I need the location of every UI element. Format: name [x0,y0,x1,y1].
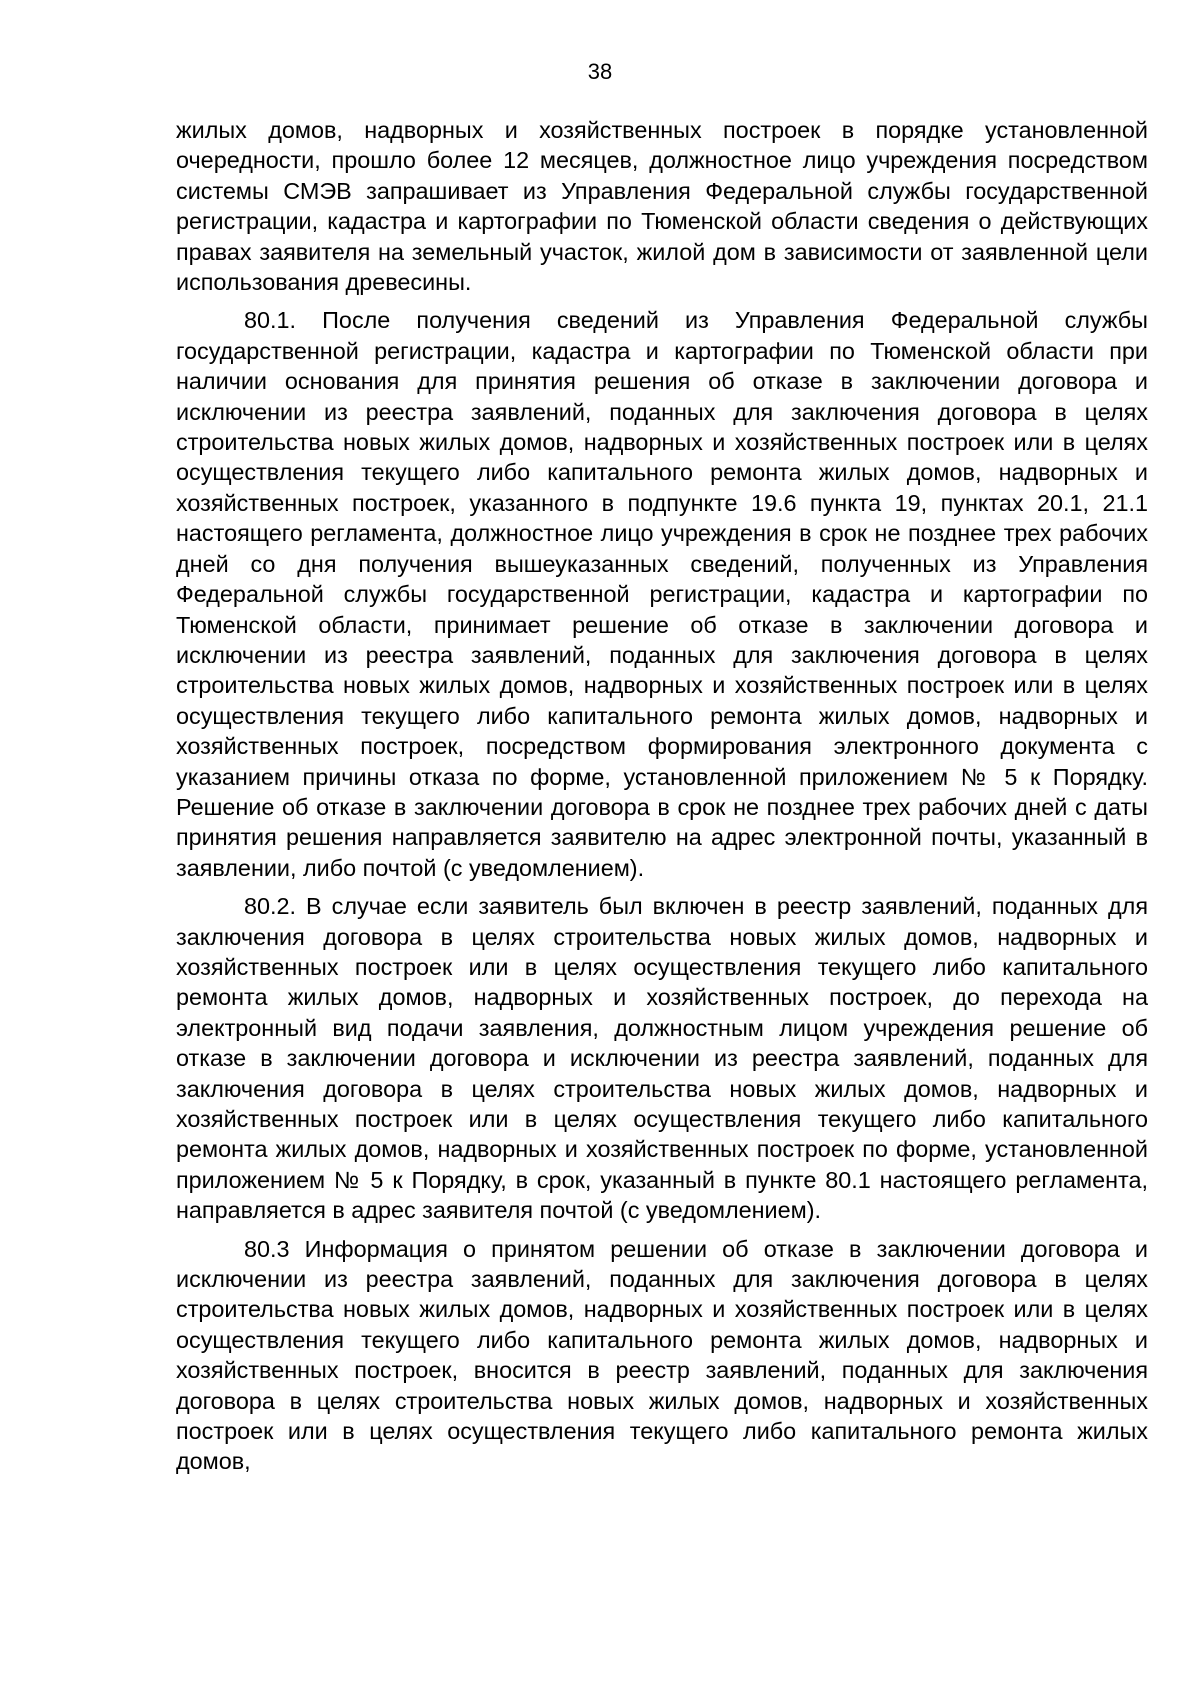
paragraph-continuation: жилых домов, надворных и хозяйственных построек в порядке установленной очередности, прошло более 12 месяцев, должностное лицо учреждения посредством системы СМЭВ запрашивает из Управления Федеральной службы государственной регистрации, кадастра и картографии по Тюменской области сведения о действующих правах заявителя на земельный участок, жилой дом в зависимости от заявленной цели использования древесины. [176,117,1148,296]
page-number: 38 [587,59,613,84]
paragraph-80-1: 80.1. После получения сведений из Управления Федеральной службы государственной регистрации, кадастра и картографии по Тюменской области при наличии основания для принятия решения об отказе в заключении договора и исключении из реестра заявлений, поданных для заключения договора в целях строительства новых жилых домов, надворных и хозяйственных построек или в целях осуществления текущего либо капитального ремонта жилых домов, надворных и хозяйственных построек, указанного в подпункте 19.6 пункта 19, пунктах 20.1, 21.1 настоящего регламента, должностное лицо учреждения в срок не позднее трех рабочих дней со дня получения вышеуказанных сведений, полученных из Управления Федеральной службы государственной регистрации, кадастра и картографии по Тюменской области, принимает решение об отказе в заключении договора и исключении из реестра заявлений, поданных для заключения договора в целях строительства новых жилых домов, надворных и хозяйственных построек или в целях осуществления текущего либо капитального ремонта жилых домов, надворных и хозяйственных построек, посредством формирования электронного документа с указанием причины отказа по форме, установленной приложением № 5 к Порядку. Решение об отказе в заключении договора в срок не позднее трех рабочих дней с даты принятия решения направляется заявителю на адрес электронной почты, указанный в заявлении, либо почтой (с уведомлением). [176,307,1148,881]
paragraph-80-3: 80.3 Информация о принятом решении об отказе в заключении договора и исключении из реестра заявлений, поданных для заключения договора в целях строительства новых жилых домов, надворных и хозяйственных построек или в целях осуществления текущего либо капитального ремонта жилых домов, надворных и хозяйственных построек, вносится в реестр заявлений, поданных для заключения договора в целях строительства новых жилых домов, надворных и хозяйственных построек или в целях осуществления текущего либо капитального ремонта жилых домов, [176,1235,1148,1475]
paragraph-80-2: 80.2. В случае если заявитель был включен в реестр заявлений, поданных для заключения договора в целях строительства новых жилых домов, надворных и хозяйственных построек или в целях осуществления текущего либо капитального ремонта жилых домов, надворных и хозяйственных построек, до перехода на электронный вид подачи заявления, должностным лицом учреждения решение об отказе в заключении договора и исключении из реестра заявлений, поданных для заключения договора в целях строительства новых жилых домов, надворных и хозяйственных построек или в целях осуществления текущего либо капитального ремонта жилых домов, надворных и хозяйственных построек по форме, установленной приложением № 5 к Порядку, в срок, указанный в пункте 80.1 настоящего регламента, направляется в адрес заявителя почтой (с уведомлением). [176,893,1148,1224]
document-body [176,115,1148,1477]
